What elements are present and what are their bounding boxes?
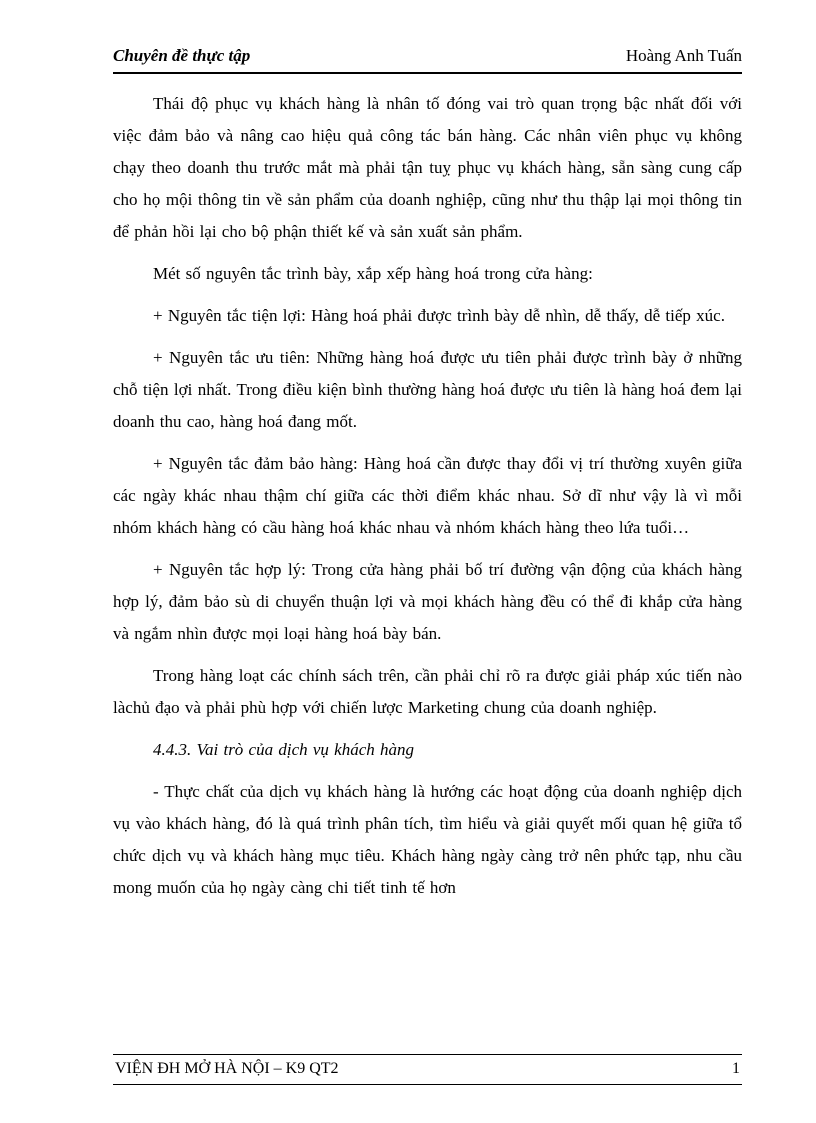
paragraph: - Thực chất của dịch vụ khách hàng là hướng các hoạt động của doanh nghiệp dịch vụ vào khách hàng, đó là quá trình phân tích, tìm hiểu và giải quyết mối quan hệ giữa tổ chức dịch vụ và khách hàng mục tiêu. Khách hàng ngày càng trở nên phức tạp, nhu cầu mong muốn của họ ngày càng chi tiết tinh tế hơn xyxy=(113,782,742,897)
section-heading: 4.4.3. Vai trò của dịch vụ khách hàng xyxy=(153,740,415,759)
header-title: Chuyên đề thực tập xyxy=(113,46,251,65)
page-number: 1 xyxy=(732,1060,740,1077)
paragraph: + Nguyên tắc tiện lợi: Hàng hoá phải được trình bày dễ nhìn, dễ thấy, dễ tiếp xúc. xyxy=(153,306,725,325)
page-header xyxy=(113,46,742,74)
paragraph: + Nguyên tắc đảm bảo hàng: Hàng hoá cần được thay đổi vị trí thường xuyên giữa các ngày khác nhau thậm chí giữa các thời điểm khác nhau. Sở dĩ như vậy là vì mỗi nhóm khách hàng có cầu hàng hoá khác nhau và nhóm khách hàng theo lứa tuổi… xyxy=(113,454,742,537)
paragraph: + Nguyên tắc ưu tiên: Những hàng hoá được ưu tiên phải được trình bày ở những chỗ tiện lợi nhất. Trong điều kiện bình thường hàng hoá được ưu tiên là hàng hoá đem lại doanh thu cao, hàng hoá đang mốt. xyxy=(113,348,742,431)
header-author: Hoàng Anh Tuấn xyxy=(625,46,742,65)
page-footer xyxy=(113,1054,742,1085)
paragraph: + Nguyên tắc hợp lý: Trong cửa hàng phải bố trí đường vận động của khách hàng hợp lý, đảm bảo sù di chuyển thuận lợi và mọi khách hàng đều có thể đi khắp cửa hàng và ngắm nhìn được mọi loại hàng hoá bày bán. xyxy=(113,560,742,643)
document-body xyxy=(113,88,742,904)
paragraph: Thái độ phục vụ khách hàng là nhân tố đóng vai trò quan trọng bậc nhất đối với việc đảm bảo và nâng cao hiệu quả công tác bán hàng. Các nhân viên phục vụ không chạy theo doanh thu trước mắt mà phải tận tuỵ phục vụ khách hàng, sẵn sàng cung cấp cho họ mội thông tin về sản phẩm của doanh nghiệp, cũng như thu thập lại mọi thông tin để phản hồi lại cho bộ phận thiết kế và sản xuất sản phẩm. xyxy=(113,94,742,241)
footer-institution: VIỆN ĐH MỞ HÀ NỘI – K9 QT2 xyxy=(115,1060,339,1077)
paragraph: Mét số nguyên tắc trình bày, xắp xếp hàng hoá trong cửa hàng: xyxy=(153,264,593,283)
paragraph: Trong hàng loạt các chính sách trên, cần phải chỉ rõ ra được giải pháp xúc tiến nào làchủ đạo và phải phù hợp với chiến lược Marketing chung của doanh nghiệp. xyxy=(113,666,742,717)
